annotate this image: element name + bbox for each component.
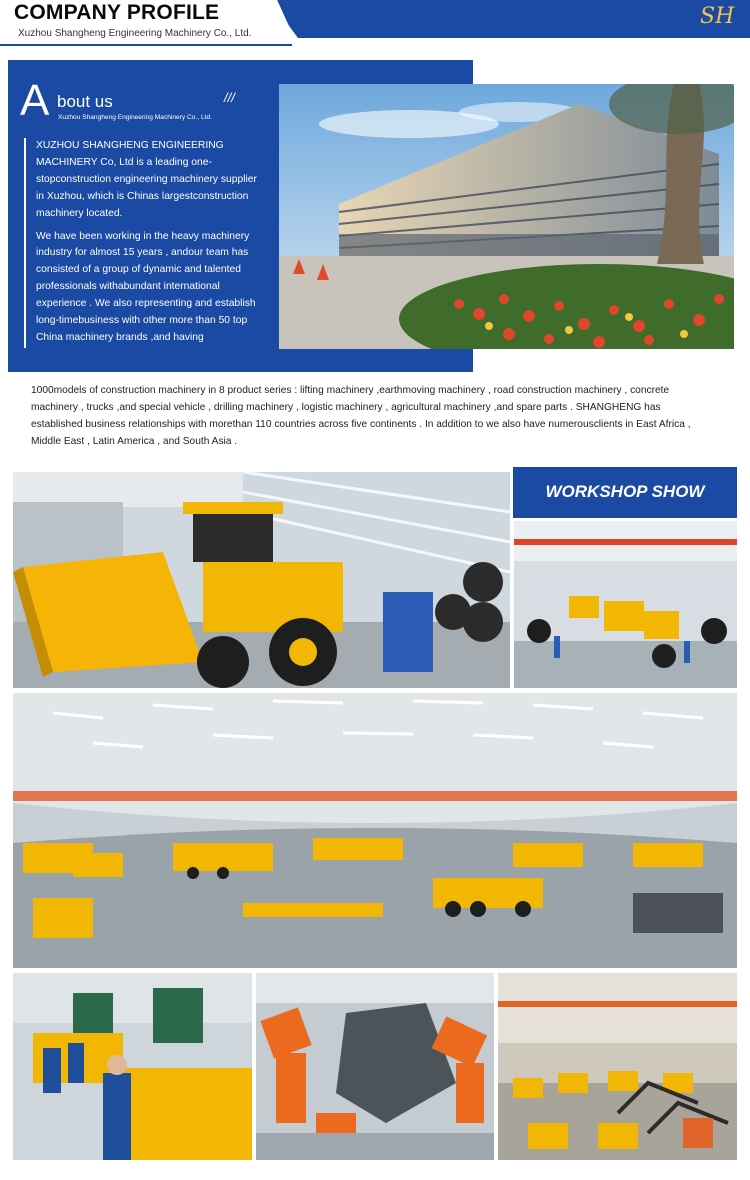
about-heading: bout us xyxy=(57,92,113,111)
finished-machines-photo xyxy=(498,973,737,1160)
assembly-line-photo xyxy=(514,521,737,688)
about-company-line: Xuzhou Shangheng Engineering Machinery Co., Ltd. xyxy=(58,114,212,121)
loader-assembly-photo xyxy=(13,472,510,688)
header-underline xyxy=(0,44,292,46)
welding-robots-photo xyxy=(256,973,494,1160)
workers-assembly-photo xyxy=(13,973,252,1160)
about-heading-mark: /// xyxy=(224,90,235,105)
header-banner xyxy=(270,0,750,38)
workshop-show-heading: WORKSHOP SHOW xyxy=(545,482,705,501)
about-continuation: 1000models of construction machinery in 8 product series : lifting machinery ,earthmoving machinery , road construction machinery , concrete machinery , trucks ,and special vehicle , drilling machinery , logistic machinery , agricultural machinery ,and spare parts . SHANGHENG has established business relationships with morethan 110 countries across five continents . In addition to we also have numerousclients in East Africa , Middle East , Latin America , and South Asia . xyxy=(31,385,691,447)
about-paragraph-2: We have been working in the heavy machinery industry for almost 15 years , andour team has consisted of a group of dynamic and talented professionals withabundant international experience . We also representing and establish long-timebusiness with other more than 50 top China machinery brands ,and having xyxy=(36,230,256,343)
page-title: COMPANY PROFILE xyxy=(14,1,220,24)
about-divider xyxy=(24,138,26,348)
crane-hall-panorama-photo xyxy=(13,693,737,968)
about-text xyxy=(36,138,262,353)
about-paragraph-1: XUZHOU SHANGHENG ENGINEERING MACHINERY Co, Ltd is a leading one-stopconstruction engineering machinery supplier in Xuzhou, which is Chinas largestconstruction machinery located. xyxy=(36,140,257,219)
brand-logo: SH xyxy=(700,4,735,29)
page-subtitle: Xuzhou Shangheng Engineering Machinery Co., Ltd. xyxy=(18,28,252,39)
office-building-photo xyxy=(279,84,734,349)
about-heading-initial: A xyxy=(20,76,50,125)
